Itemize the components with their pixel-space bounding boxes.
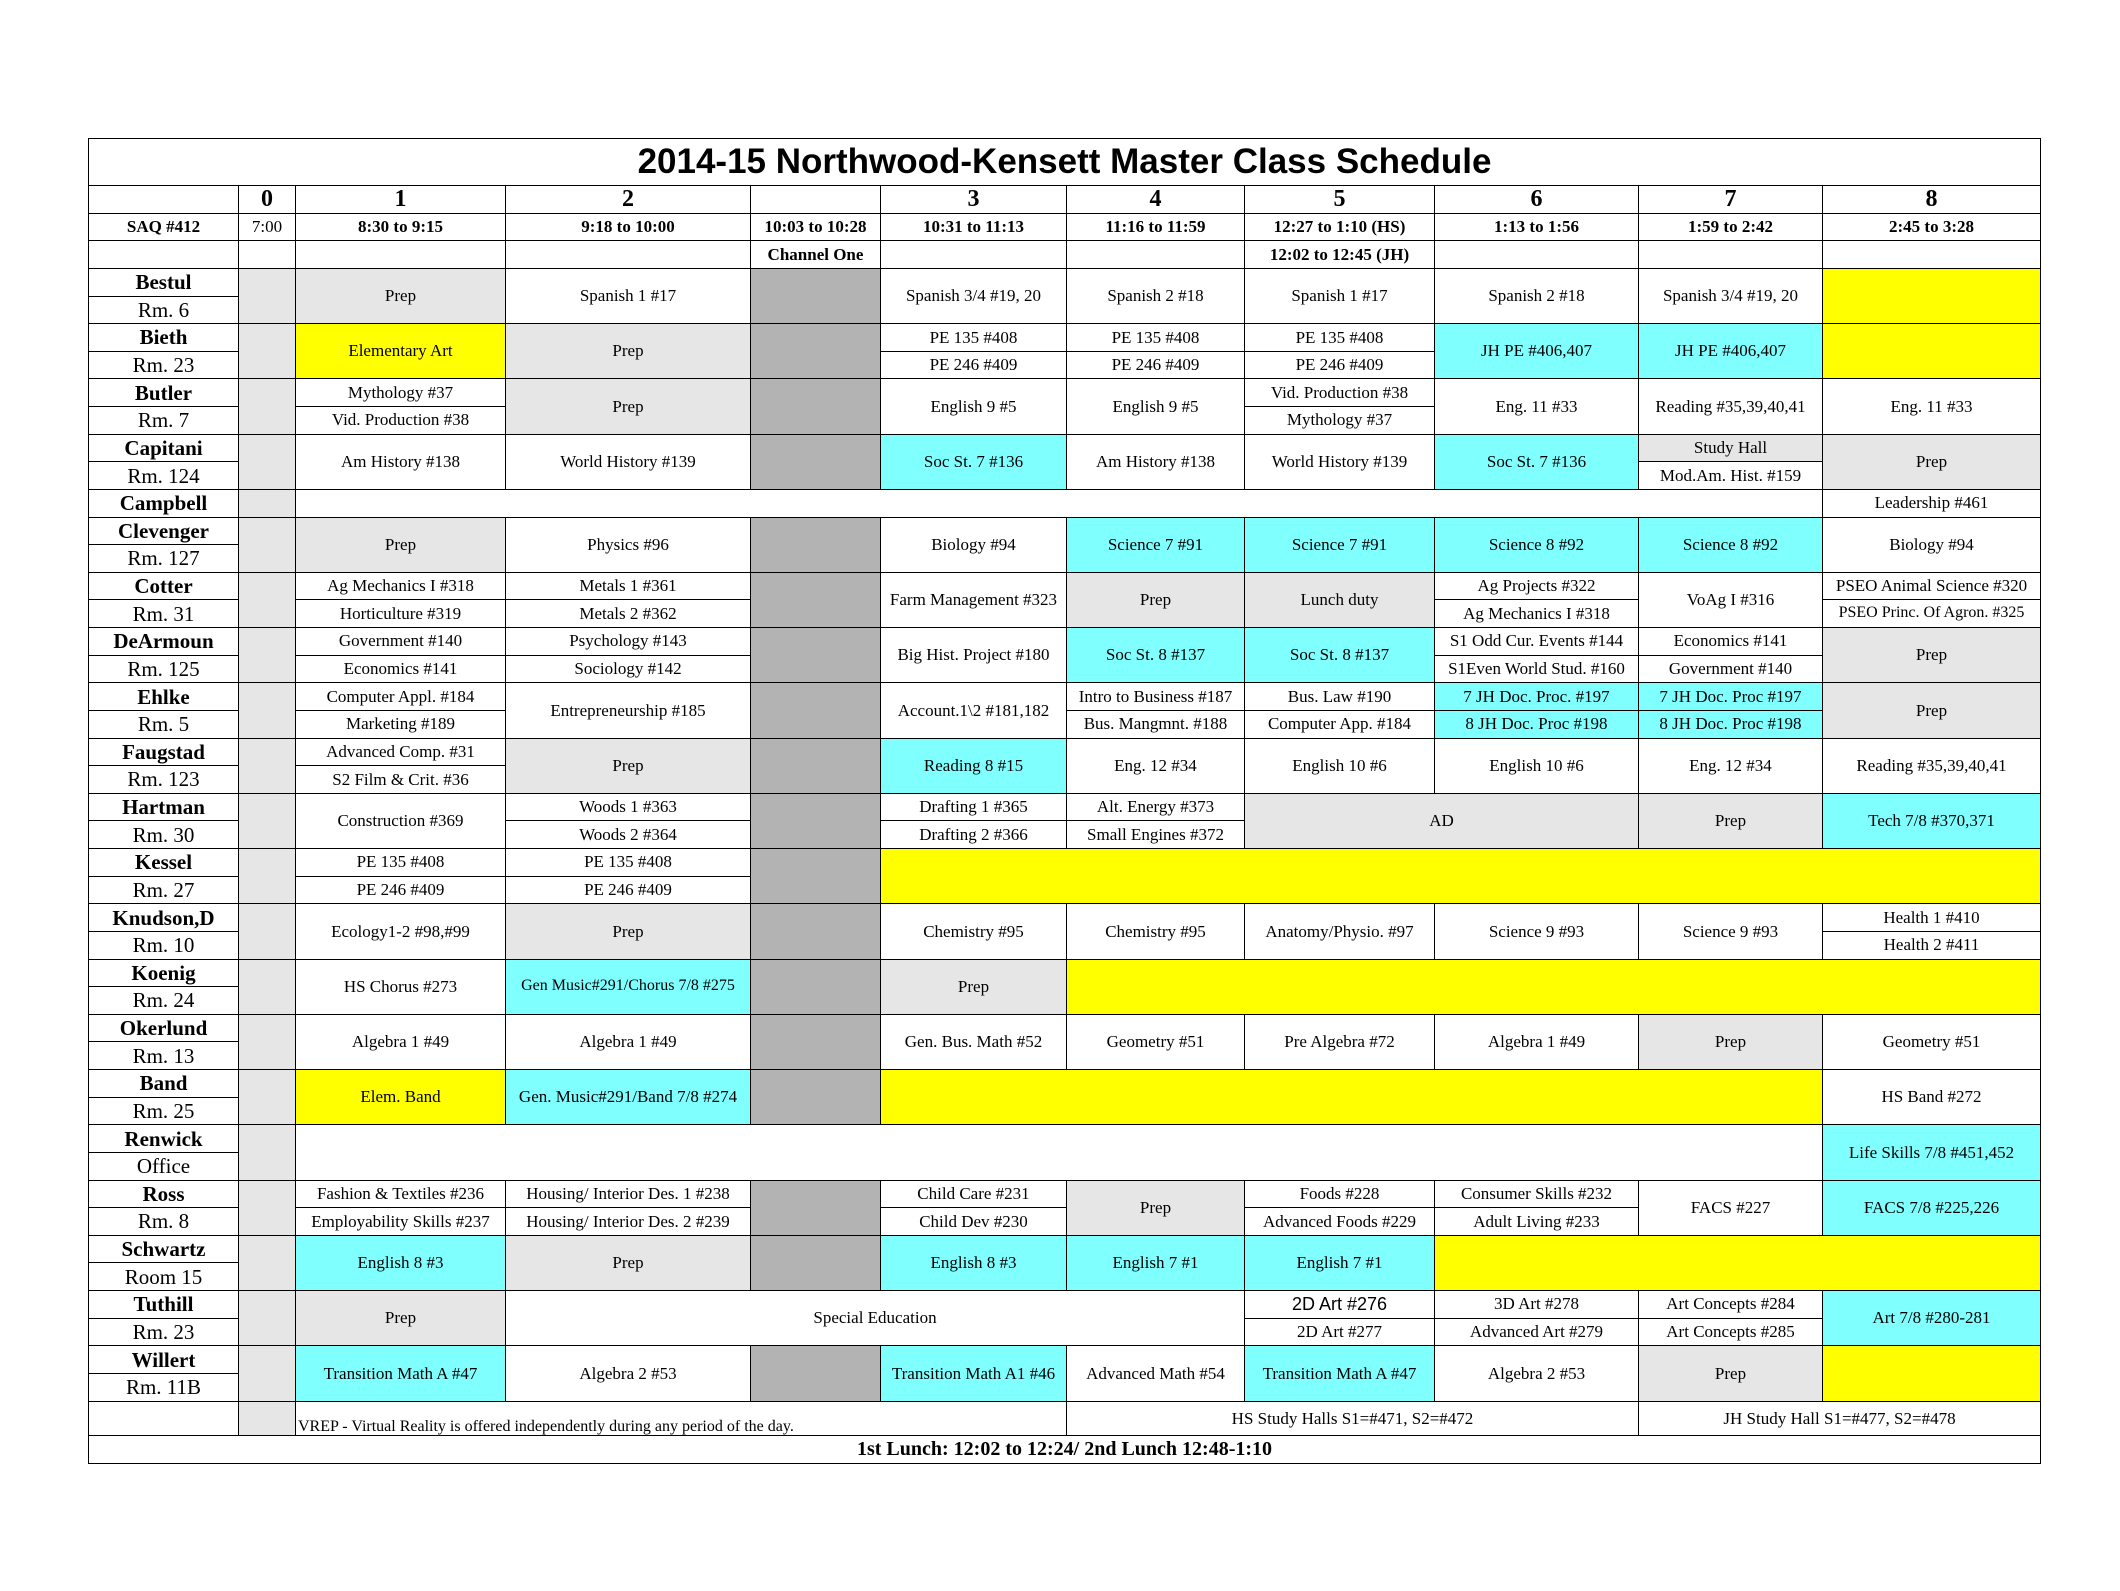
class-cell: Housing/ Interior Des. 2 #239 xyxy=(506,1208,751,1236)
teacher-room: Rm. 7 xyxy=(89,407,239,435)
teacher-name: Campbell xyxy=(89,489,239,517)
class-cell: Drafting 1 #365 xyxy=(881,793,1067,821)
class-cell: Prep xyxy=(506,1235,751,1290)
class-cell: Prep xyxy=(506,738,751,793)
class-cell: English 7 #1 xyxy=(1245,1235,1435,1290)
class-cell: Ag Projects #322 xyxy=(1435,572,1639,600)
class-cell: Bus. Law #190 xyxy=(1245,683,1435,711)
teacher-name: Bieth xyxy=(89,324,239,352)
saq-label: SAQ #412 xyxy=(89,213,239,241)
teacher-name: Hartman xyxy=(89,793,239,821)
hs-study-hall-note: HS Study Halls S1=#471, S2=#472 xyxy=(1067,1401,1639,1436)
class-cell: Drafting 2 #366 xyxy=(881,821,1067,849)
teacher-name: Bestul xyxy=(89,268,239,296)
teacher-name: Capitani xyxy=(89,434,239,462)
class-cell: Spanish 3/4 #19, 20 xyxy=(1639,268,1823,323)
class-cell: Gen Music#291/Chorus 7/8 #275 xyxy=(506,959,751,1014)
class-cell: Bus. Mangmnt. #188 xyxy=(1067,710,1245,738)
time-slot: 1:13 to 1:56 xyxy=(1435,213,1639,241)
teacher-room: Rm. 23 xyxy=(89,351,239,379)
class-cell: Geometry #51 xyxy=(1067,1014,1245,1069)
class-cell: Prep xyxy=(506,324,751,379)
jh-study-hall-note: JH Study Hall S1=#477, S2=#478 xyxy=(1639,1401,2041,1436)
time-slot: 8:30 to 9:15 xyxy=(296,213,506,241)
class-cell: Algebra 2 #53 xyxy=(1435,1346,1639,1401)
class-cell: Physics #96 xyxy=(506,517,751,572)
period-0-header: 0 xyxy=(239,186,296,214)
class-cell: Vid. Production #38 xyxy=(296,407,506,435)
class-cell: Ecology1-2 #98,#99 xyxy=(296,904,506,959)
class-cell: Algebra 2 #53 xyxy=(506,1346,751,1401)
class-cell: Prep xyxy=(881,959,1067,1014)
class-cell: Prep xyxy=(296,268,506,323)
time-slot: 1:59 to 2:42 xyxy=(1639,213,1823,241)
class-cell: Leadership #461 xyxy=(1823,489,2041,517)
class-cell: JH PE #406,407 xyxy=(1435,324,1639,379)
teacher-room: Rm. 123 xyxy=(89,766,239,794)
class-cell: Sociology #142 xyxy=(506,655,751,683)
class-cell: Ag Mechanics I #318 xyxy=(296,572,506,600)
teacher-room: Rm. 10 xyxy=(89,931,239,959)
class-cell: Chemistry #95 xyxy=(881,904,1067,959)
class-cell: Construction #369 xyxy=(296,793,506,848)
class-cell: 7 JH Doc. Proc. #197 xyxy=(1435,683,1639,711)
class-cell: Eng. 11 #33 xyxy=(1823,379,2041,434)
class-cell: Health 2 #411 xyxy=(1823,931,2041,959)
teacher-room: Rm. 6 xyxy=(89,296,239,324)
class-cell: Prep xyxy=(506,379,751,434)
class-cell: Mythology #37 xyxy=(296,379,506,407)
class-cell: FACS 7/8 #225,226 xyxy=(1823,1180,2041,1235)
class-cell: Spanish 1 #17 xyxy=(506,268,751,323)
class-cell: Consumer Skills #232 xyxy=(1435,1180,1639,1208)
class-cell: English 10 #6 xyxy=(1435,738,1639,793)
class-cell: Economics #141 xyxy=(1639,628,1823,656)
teacher-room: Rm. 5 xyxy=(89,710,239,738)
class-cell: Computer App. #184 xyxy=(1245,710,1435,738)
teacher-name: Schwartz xyxy=(89,1235,239,1263)
class-cell: Prep xyxy=(296,517,506,572)
class-cell: Algebra 1 #49 xyxy=(506,1014,751,1069)
class-cell: Spanish 3/4 #19, 20 xyxy=(881,268,1067,323)
teacher-room: Rm. 13 xyxy=(89,1042,239,1070)
class-cell: Horticulture #319 xyxy=(296,600,506,628)
class-cell: Special Education xyxy=(506,1291,1245,1346)
class-cell: Vid. Production #38 xyxy=(1245,379,1435,407)
teacher-name: Ehlke xyxy=(89,683,239,711)
time-slot: 10:31 to 11:13 xyxy=(881,213,1067,241)
class-cell: Child Care #231 xyxy=(881,1180,1067,1208)
class-cell: World History #139 xyxy=(1245,434,1435,489)
class-cell: Small Engines #372 xyxy=(1067,821,1245,849)
class-cell: VoAg I #316 xyxy=(1639,572,1823,627)
class-cell: FACS #227 xyxy=(1639,1180,1823,1235)
class-cell: Marketing #189 xyxy=(296,710,506,738)
class-cell: PE 135 #408 xyxy=(506,849,751,877)
class-cell: Reading 8 #15 xyxy=(881,738,1067,793)
class-cell: Mod.Am. Hist. #159 xyxy=(1639,462,1823,490)
class-cell: Life Skills 7/8 #451,452 xyxy=(1823,1125,2041,1180)
master-schedule-table xyxy=(88,138,2041,1464)
class-cell: 3D Art #278 xyxy=(1435,1291,1639,1319)
class-cell: Geometry #51 xyxy=(1823,1014,2041,1069)
class-cell: Account.1\2 #181,182 xyxy=(881,683,1067,738)
time-slot: 9:18 to 10:00 xyxy=(506,213,751,241)
class-cell: S2 Film & Crit. #36 xyxy=(296,766,506,794)
teacher-name: Koenig xyxy=(89,959,239,987)
class-cell: Transition Math A #47 xyxy=(1245,1346,1435,1401)
class-cell: Tech 7/8 #370,371 xyxy=(1823,793,2041,848)
teacher-room: Rm. 127 xyxy=(89,545,239,573)
page-title: 2014-15 Northwood-Kensett Master Class Schedule xyxy=(89,139,2041,186)
class-cell: Eng. 12 #34 xyxy=(1067,738,1245,793)
class-cell: Government #140 xyxy=(296,628,506,656)
class-cell: S1 Odd Cur. Events #144 xyxy=(1435,628,1639,656)
class-cell: Advanced Foods #229 xyxy=(1245,1208,1435,1236)
teacher-name: Tuthill xyxy=(89,1291,239,1319)
class-cell: Transition Math A #47 xyxy=(296,1346,506,1401)
teacher-name: Ross xyxy=(89,1180,239,1208)
class-cell: Metals 1 #361 xyxy=(506,572,751,600)
teacher-room: Rm. 8 xyxy=(89,1208,239,1236)
class-cell: Prep xyxy=(1067,1180,1245,1235)
teacher-room: Rm. 30 xyxy=(89,821,239,849)
class-cell: Metals 2 #362 xyxy=(506,600,751,628)
class-cell: Science 9 #93 xyxy=(1639,904,1823,959)
class-cell: HS Chorus #273 xyxy=(296,959,506,1014)
class-cell: 8 JH Doc. Proc #198 xyxy=(1639,710,1823,738)
period-5-header: 5 xyxy=(1245,186,1435,214)
class-cell: Entrepreneurship #185 xyxy=(506,683,751,738)
teacher-room: Office xyxy=(89,1152,239,1180)
class-cell: Pre Algebra #72 xyxy=(1245,1014,1435,1069)
class-cell: S1Even World Stud. #160 xyxy=(1435,655,1639,683)
class-cell: Science 7 #91 xyxy=(1245,517,1435,572)
class-cell: Science 8 #92 xyxy=(1639,517,1823,572)
class-cell: Psychology #143 xyxy=(506,628,751,656)
class-cell: PE 246 #409 xyxy=(1067,351,1245,379)
class-cell: Science 7 #91 xyxy=(1067,517,1245,572)
class-cell: Advanced Math #54 xyxy=(1067,1346,1245,1401)
teacher-room: Rm. 125 xyxy=(89,655,239,683)
class-cell: Prep xyxy=(1639,1346,1823,1401)
class-cell: AD xyxy=(1245,793,1639,848)
time-slot: 2:45 to 3:28 xyxy=(1823,213,2041,241)
class-cell: Spanish 1 #17 xyxy=(1245,268,1435,323)
class-cell: 2D Art #276 xyxy=(1245,1291,1435,1319)
class-cell: Soc St. 8 #137 xyxy=(1245,628,1435,683)
class-cell: PE 246 #409 xyxy=(506,876,751,904)
class-cell: Spanish 2 #18 xyxy=(1435,268,1639,323)
class-cell: HS Band #272 xyxy=(1823,1070,2041,1125)
period-6-header: 6 xyxy=(1435,186,1639,214)
class-cell: Art Concepts #284 xyxy=(1639,1291,1823,1319)
class-cell: Woods 1 #363 xyxy=(506,793,751,821)
class-cell: Art 7/8 #280-281 xyxy=(1823,1291,2041,1346)
class-cell: English 7 #1 xyxy=(1067,1235,1245,1290)
class-cell: Algebra 1 #49 xyxy=(296,1014,506,1069)
teacher-room: Rm. 11B xyxy=(89,1373,239,1401)
class-cell: English 10 #6 xyxy=(1245,738,1435,793)
class-cell: Soc St. 8 #137 xyxy=(1067,628,1245,683)
class-cell: PE 135 #408 xyxy=(881,324,1067,352)
class-cell: Employability Skills #237 xyxy=(296,1208,506,1236)
class-cell: Advanced Art #279 xyxy=(1435,1318,1639,1346)
class-cell: World History #139 xyxy=(506,434,751,489)
time-slot: 7:00 xyxy=(239,213,296,241)
class-cell: Prep xyxy=(506,904,751,959)
class-cell: Woods 2 #364 xyxy=(506,821,751,849)
class-cell: PE 246 #409 xyxy=(1245,351,1435,379)
class-cell: Prep xyxy=(1067,572,1245,627)
class-cell: PSEO Princ. Of Agron. #325 xyxy=(1823,600,2041,628)
class-cell: Prep xyxy=(296,1291,506,1346)
class-cell: English 8 #3 xyxy=(296,1235,506,1290)
class-cell: Study Hall xyxy=(1639,434,1823,462)
class-cell: Computer Appl. #184 xyxy=(296,683,506,711)
teacher-name: Cotter xyxy=(89,572,239,600)
class-cell: Science 8 #92 xyxy=(1435,517,1639,572)
class-cell: English 8 #3 xyxy=(881,1235,1067,1290)
class-cell: English 9 #5 xyxy=(881,379,1067,434)
class-cell: PE 135 #408 xyxy=(296,849,506,877)
teacher-name: Butler xyxy=(89,379,239,407)
class-cell: Farm Management #323 xyxy=(881,572,1067,627)
class-cell: Big Hist. Project #180 xyxy=(881,628,1067,683)
class-cell: Mythology #37 xyxy=(1245,407,1435,435)
teacher-name: Band xyxy=(89,1070,239,1098)
period-2-header: 2 xyxy=(506,186,751,214)
class-cell: 8 JH Doc. Proc #198 xyxy=(1435,710,1639,738)
teacher-name: Faugstad xyxy=(89,738,239,766)
teacher-room: Room 15 xyxy=(89,1263,239,1291)
class-cell: Economics #141 xyxy=(296,655,506,683)
teacher-name: DeArmoun xyxy=(89,628,239,656)
class-cell: Gen. Music#291/Band 7/8 #274 xyxy=(506,1070,751,1125)
period-4-header: 4 xyxy=(1067,186,1245,214)
class-cell: Algebra 1 #49 xyxy=(1435,1014,1639,1069)
time-slot: 12:27 to 1:10 (HS) xyxy=(1245,213,1435,241)
class-cell: Elementary Art xyxy=(296,324,506,379)
teacher-room: Rm. 25 xyxy=(89,1097,239,1125)
class-cell: PSEO Animal Science #320 xyxy=(1823,572,2041,600)
teacher-name: Knudson,D xyxy=(89,904,239,932)
class-cell: Art Concepts #285 xyxy=(1639,1318,1823,1346)
class-cell: Prep xyxy=(1823,628,2041,683)
class-cell: Fashion & Textiles #236 xyxy=(296,1180,506,1208)
class-cell: Prep xyxy=(1639,1014,1823,1069)
class-cell: PE 246 #409 xyxy=(881,351,1067,379)
class-cell: Spanish 2 #18 xyxy=(1067,268,1245,323)
class-cell: Biology #94 xyxy=(1823,517,2041,572)
time-slot: 10:03 to 10:28 xyxy=(751,213,881,241)
lunch-note: 1st Lunch: 12:02 to 12:24/ 2nd Lunch 12:48-1:10 xyxy=(89,1436,2041,1464)
class-cell: Government #140 xyxy=(1639,655,1823,683)
class-cell: PE 135 #408 xyxy=(1067,324,1245,352)
class-cell: Foods #228 xyxy=(1245,1180,1435,1208)
class-cell: Prep xyxy=(1823,683,2041,738)
teacher-name: Clevenger xyxy=(89,517,239,545)
class-cell: Anatomy/Physio. #97 xyxy=(1245,904,1435,959)
teacher-name: Willert xyxy=(89,1346,239,1374)
class-cell: Alt. Energy #373 xyxy=(1067,793,1245,821)
class-cell: Child Dev #230 xyxy=(881,1208,1067,1236)
class-cell: Gen. Bus. Math #52 xyxy=(881,1014,1067,1069)
class-cell: Elem. Band xyxy=(296,1070,506,1125)
class-cell: Reading #35,39,40,41 xyxy=(1639,379,1823,434)
class-cell: 2D Art #277 xyxy=(1245,1318,1435,1346)
class-cell: Eng. 11 #33 xyxy=(1435,379,1639,434)
teacher-room: Rm. 31 xyxy=(89,600,239,628)
class-cell: Housing/ Interior Des. 1 #238 xyxy=(506,1180,751,1208)
class-cell: Lunch duty xyxy=(1245,572,1435,627)
class-cell: JH PE #406,407 xyxy=(1639,324,1823,379)
teacher-name: Renwick xyxy=(89,1125,239,1153)
class-cell: PE 246 #409 xyxy=(296,876,506,904)
class-cell: English 9 #5 xyxy=(1067,379,1245,434)
teacher-room: Rm. 23 xyxy=(89,1318,239,1346)
class-cell: Eng. 12 #34 xyxy=(1639,738,1823,793)
class-cell: Am History #138 xyxy=(1067,434,1245,489)
period-8-header: 8 xyxy=(1823,186,2041,214)
class-cell: Ag Mechanics I #318 xyxy=(1435,600,1639,628)
channel-one-label: Channel One xyxy=(751,241,881,269)
teacher-name: Kessel xyxy=(89,849,239,877)
period-1-header: 1 xyxy=(296,186,506,214)
teacher-room: Rm. 27 xyxy=(89,876,239,904)
time-slot: 11:16 to 11:59 xyxy=(1067,213,1245,241)
period-3-header: 3 xyxy=(881,186,1067,214)
class-cell: Reading #35,39,40,41 xyxy=(1823,738,2041,793)
class-cell: Chemistry #95 xyxy=(1067,904,1245,959)
class-cell: Advanced Comp. #31 xyxy=(296,738,506,766)
class-cell: Transition Math A1 #46 xyxy=(881,1346,1067,1401)
class-cell: Biology #94 xyxy=(881,517,1067,572)
teacher-name: Okerlund xyxy=(89,1014,239,1042)
class-cell: Soc St. 7 #136 xyxy=(1435,434,1639,489)
class-cell: Health 1 #410 xyxy=(1823,904,2041,932)
class-cell: Prep xyxy=(1823,434,2041,489)
class-cell: PE 135 #408 xyxy=(1245,324,1435,352)
period-7-header: 7 xyxy=(1639,186,1823,214)
class-cell: Soc St. 7 #136 xyxy=(881,434,1067,489)
class-cell: 7 JH Doc. Proc #197 xyxy=(1639,683,1823,711)
teacher-room: Rm. 24 xyxy=(89,987,239,1015)
class-cell: Am History #138 xyxy=(296,434,506,489)
class-cell: Adult Living #233 xyxy=(1435,1208,1639,1236)
vrep-note: VREP - Virtual Reality is offered independently during any period of the day. xyxy=(296,1401,1067,1436)
jh-time-label: 12:02 to 12:45 (JH) xyxy=(1245,241,1435,269)
teacher-room: Rm. 124 xyxy=(89,462,239,490)
class-cell: Prep xyxy=(1639,793,1823,848)
class-cell: Intro to Business #187 xyxy=(1067,683,1245,711)
class-cell: Science 9 #93 xyxy=(1435,904,1639,959)
